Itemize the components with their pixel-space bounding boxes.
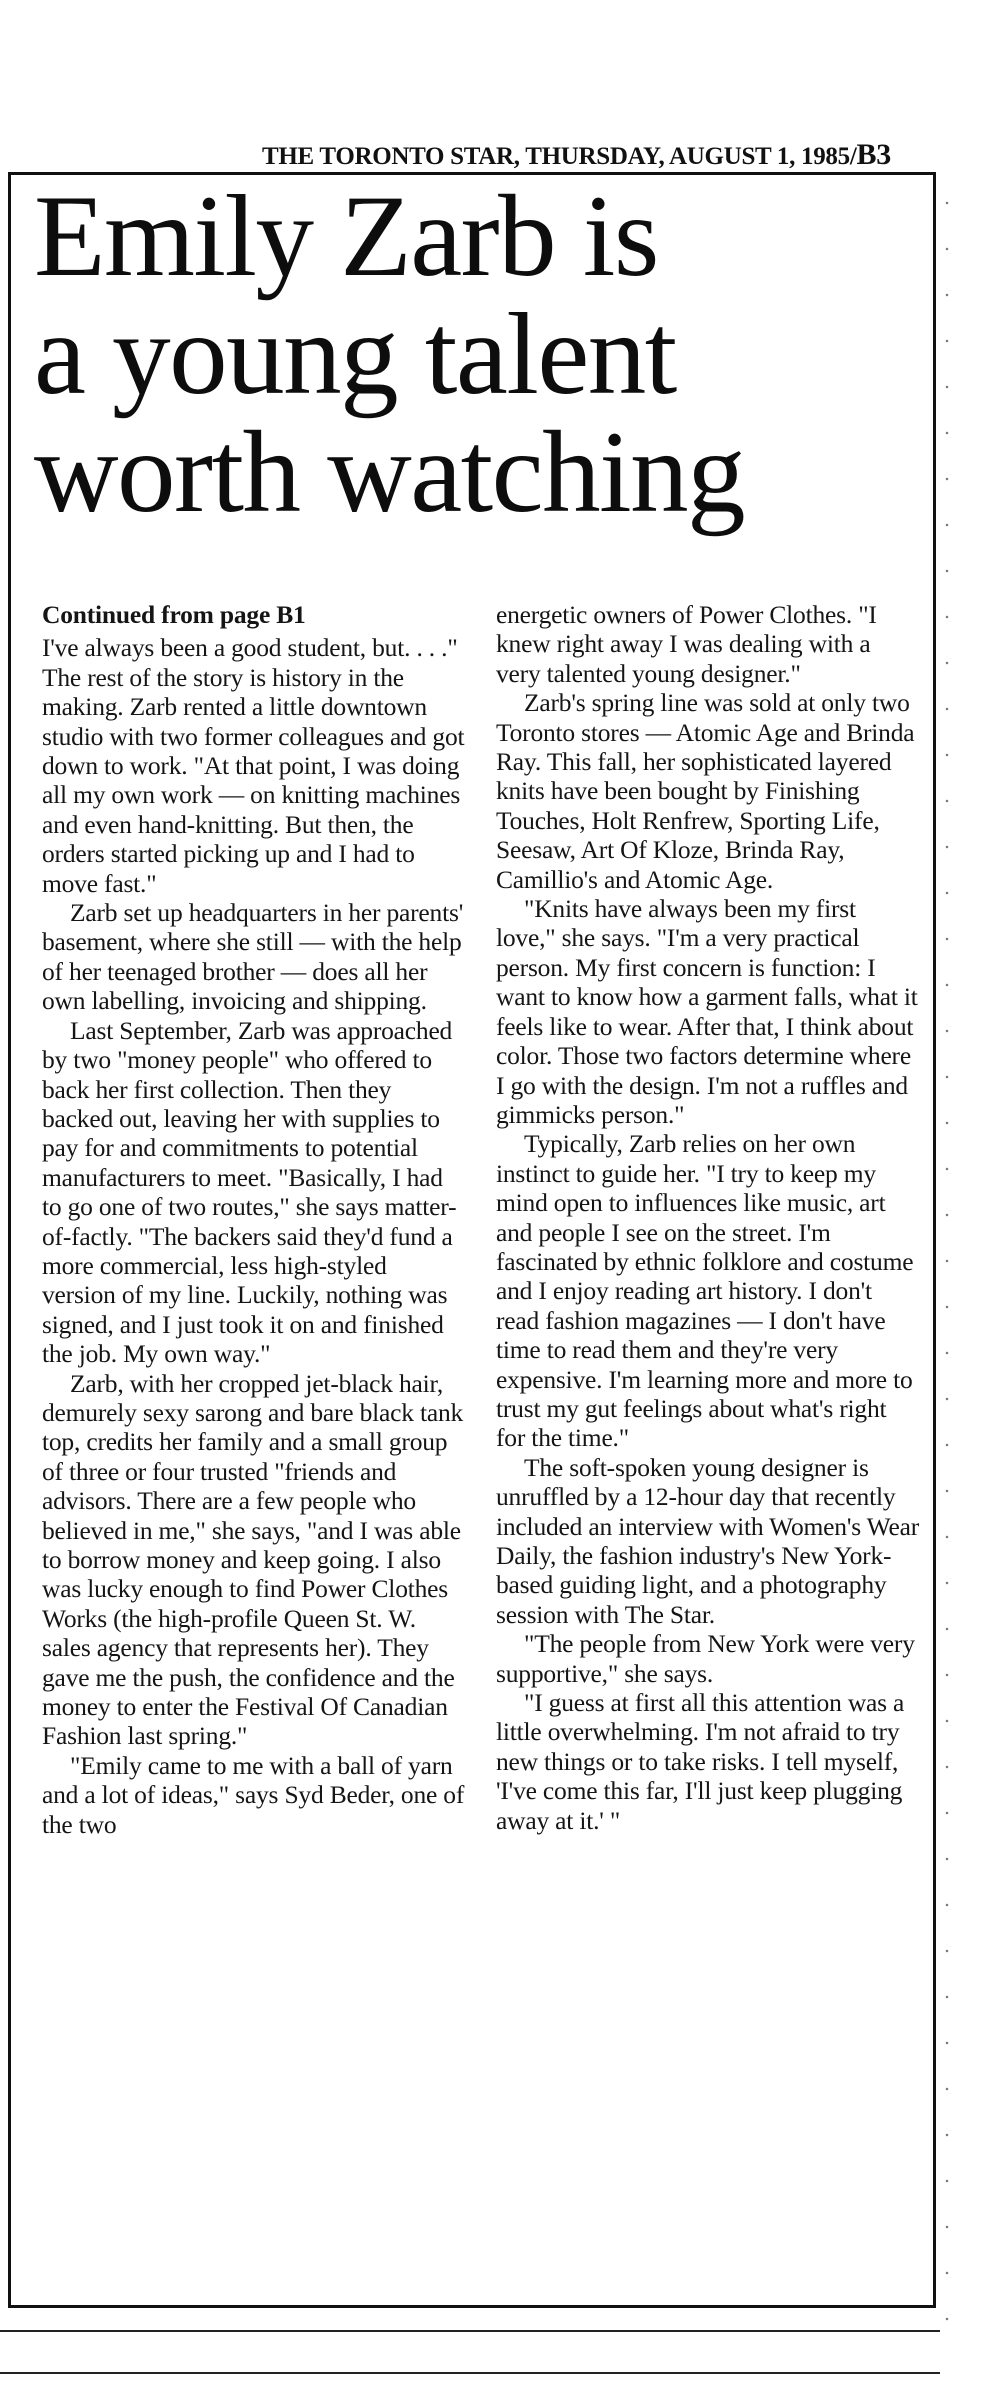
headline-line-2: a young talent: [34, 290, 676, 419]
paragraph: energetic owners of Power Clothes. "I knew right away I was dealing with a very talented young designer.": [496, 600, 877, 688]
paragraph: Last September, Zarb was approached by two "money people" who offered to back her first collection. Then they backed out, leaving her with supplies to pay for and commitments to potential manufacturers to meet. "Basically, I had to go one of two routes," she says matter-of-factly. "The backers said they'd fund a more commercial, less high-styled version of my line. Luckily, nothing was signed, and I just took it on and finished the job. My own way.": [42, 1015, 457, 1369]
paragraph: Zarb, with her cropped jet-black hair, demurely sexy sarong and bare black tank top, credits her family and a small group of three or four trusted "friends and advisors. There are a few people who believed in me," she says, "and I was able to borrow money and keep going. I also was lucky enough to find Power Clothes Works (the high-profile Queen St. W. sales agency that represents her). They gave me the push, the confidence and the money to enter the Festival Of Canadian Fashion last spring.": [42, 1368, 464, 1751]
paragraph: I've always been a good student, but. . . ." The rest of the story is history in the making. Zarb rented a little downtown studio with two former colleagues and got down to work. "At that point, I was doing all my own work — on knitting machines and even hand-knitting. But then, the orders started picking up and I had to move fast.": [42, 633, 465, 898]
paragraph: "Emily came to me with a ball of yarn and a lot of ideas," says Syd Beder, one of the two: [42, 1750, 465, 1839]
dateline: [262, 138, 891, 172]
paragraph: The soft-spoken young designer is unruffled by a 12-hour day that recently included an interview with Women's Wear Daily, the fashion industry's New York-based guiding light, and a photography session with The Star.: [496, 1452, 920, 1629]
headline: [34, 172, 745, 537]
bottom-rule: [0, 2372, 940, 2374]
left-column: [42, 600, 466, 1839]
paragraph: "The people from New York were very supportive," she says.: [496, 1629, 915, 1688]
paragraph: Typically, Zarb relies on her own instinct to guide her. "I try to keep my mind open to influences like music, art and people I see on the street. I'm fascinated by ethnic folklore and costume and I enjoy reading art history. I don't read fashion magazines — I don't have time to read them and they're very expensive. I'm learning more and more to trust my gut feelings about what's right for the time.": [496, 1129, 914, 1453]
page-number: B3: [856, 138, 891, 171]
paragraph: "I guess at first all this attention was a little overwhelming. I'm not afraid to try new things or to take risks. I tell myself, 'I've come this far, I'll just keep plugging away at it.' ": [496, 1688, 905, 1835]
dotted-cut-line: [944, 180, 950, 2360]
paragraph: Zarb's spring line was sold at only two Toronto stores — Atomic Age and Brinda Ray. This fall, her sophisticated layered knits have been bought by Finishing Touches, Holt Renfrew, Sporting Life, Seesaw, Art Of Kloze, Brinda Ray, Camillio's and Atomic Age.: [496, 688, 915, 894]
headline-line-3: worth watching: [34, 408, 745, 537]
paragraph: "Knits have always been my first love," she says. "I'm a very practical person. My first concern is function: I want to know how a garment falls, what it feels like to wear. After that, I think about color. Those two factors determine where I go with the design. I'm not a ruffles and gimmicks person.": [496, 894, 918, 1129]
bottom-rule: [0, 2330, 940, 2332]
headline-line-1: Emily Zarb is: [34, 172, 658, 301]
right-column: [496, 600, 920, 1835]
dateline-text: THE TORONTO STAR, THURSDAY, AUGUST 1, 1985/: [262, 143, 857, 170]
paragraph: Zarb set up headquarters in her parents' basement, where she still — with the help of her teenaged brother — does all her own labelling, invoicing and shipping.: [42, 898, 464, 1016]
continued-from-label: Continued from page B1: [42, 600, 306, 629]
